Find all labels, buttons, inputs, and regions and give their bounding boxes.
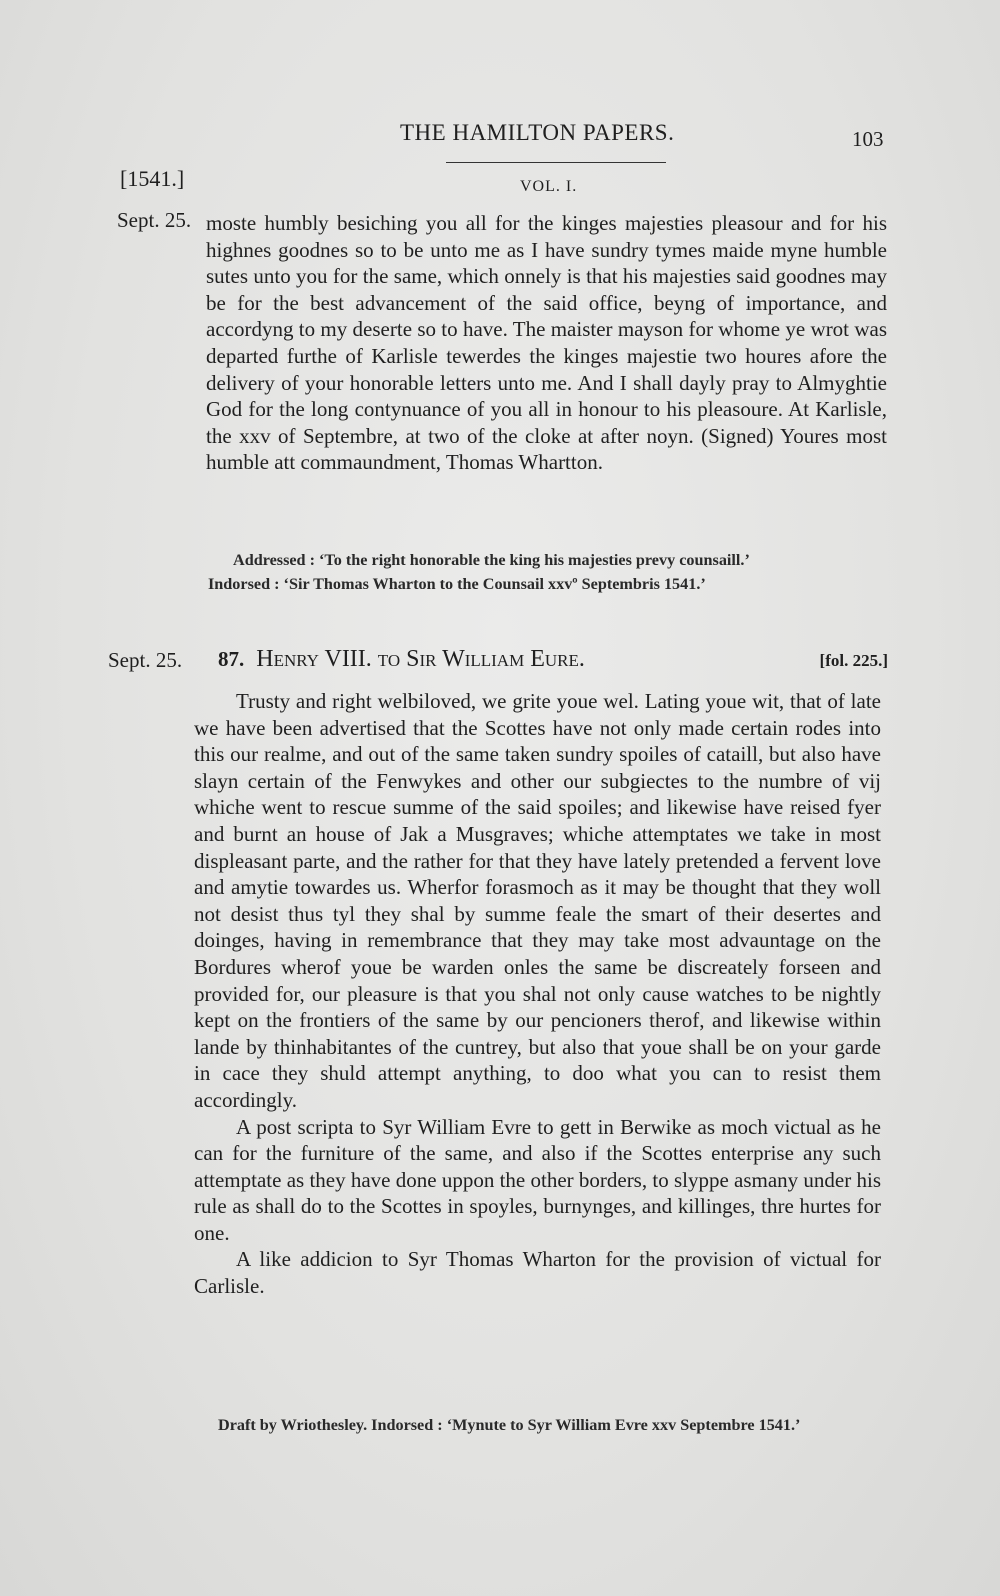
running-title: THE HAMILTON PAPERS. <box>400 120 675 145</box>
title-rule <box>446 162 666 163</box>
page-number: 103 <box>852 127 884 151</box>
letter-body: moste humbly besiching you all for the kinges majesties pleasour and for his highnes goodnes so to be unto me as I have sundry tymes maide myne humble sutes unto you for the same, which onnely is that his majesties said goodnes may be for the best advancement of the said office, beyng of importance, and accordyng to my deserte so to have. The maister mayson for whome ye wrot was departed furthe of Karlisle tewerdes the kinges majestie two houres afore the delivery of your honorable letters unto me. And I shall dayly pray to Almyghtie God for the long contynuance of you all in honour to his pleasoure. At Karlisle, the xxv of Septembre, at two of the cloke at after noyn. (Signed) Youres most humble att commaundment, Thomas Whartton. <box>206 211 887 475</box>
folio-reference: [fol. 225.] <box>819 651 888 670</box>
paragraph: A post scripta to Syr William Evre to gett in Berwike as moch victual as he can for the furniture of the same, and also if the Scottes enterprise any such attemptate as they have done uppon the other borders, to slyppe asmany under his rule as shall do to the Scottes in spoyles, burnynges, and killinges, thre hurtes for one. <box>194 1114 881 1245</box>
year-margin: [1541.] <box>120 166 185 191</box>
margin-date: Sept. 25. <box>117 208 192 232</box>
margin-date: Sept. 25. <box>108 648 183 672</box>
paragraph: Trusty and right welbiloved, we grite youe wel. Lating youe wit, that of late we have been advertised that the Scottes have not only made certain rodes into this our realme, and out of the same taken sundry spoiles of cataill, but also have slayn certain of the Fenwykes and other our subgiectes to the numbre of vij whiche went to rescue summe of the said spoiles; and likewise have reised fyer and burnt an house of Jak a Musgraves; whiche attemptates we take in most displeasant parte, and the rather for that they have lately pretended a fervent love and amytie towardes us. Wherfor forasmoch as it may be thought that they woll not desist thus tyl they shal by summe feale the smart of their desertes and doinges, having in remembrance that they may take most advauntage on the Bordures wherof youe be warden onles the same be discreately forseen and provided for, our pleasure is that you shal not only cause watches to be nightly kept on the frontiers of the same by our pencioners therof, and likewise within lande by thinhabitantes of the cuntrey, but also that youe shall be on your garde in cace they shuld attempt anything, to doo what you can to resist them accordingly. <box>194 689 881 1112</box>
draft-note: Draft by Wriothesley. Indorsed : ‘Mynute to Syr William Evre xxv Septembre 1541.’ <box>218 1416 801 1434</box>
document-title: Henry VIII. to Sir William Eure. <box>256 646 585 672</box>
paragraph: A like addicion to Syr Thomas Wharton for the provision of victual for Carlisle. <box>194 1247 881 1299</box>
document-number: 87. <box>218 647 245 671</box>
indorsed-note: Indorsed : ‘Sir Thomas Wharton to the Counsail xxvº Septembris 1541.’ <box>208 575 706 593</box>
letter-body <box>194 688 881 1300</box>
editorial-notes <box>208 548 888 596</box>
addressed-note: Addressed : ‘To the right honorable the king his majesties prevy counsaill.’ <box>233 551 750 569</box>
volume-label: VOL. I. <box>520 178 578 195</box>
document-heading <box>218 646 888 673</box>
